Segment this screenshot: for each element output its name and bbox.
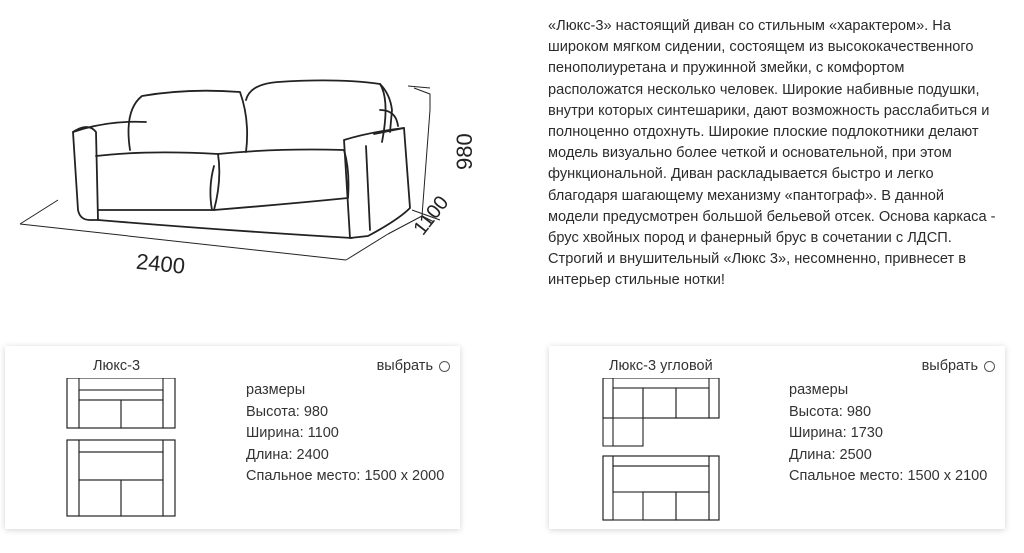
radio-button[interactable] (439, 361, 450, 372)
spec-height: Высота: 980 (246, 403, 329, 420)
option-title: Люкс-3 угловой (609, 358, 713, 374)
sofa-plan-icon (57, 378, 187, 528)
option-card-luks-3-corner (549, 346, 1005, 529)
spec-length: Длина: 2500 (789, 446, 872, 463)
sofa-sketch (18, 70, 508, 280)
spec-sleeping-place: Спальное место: 1500 x 2100 (789, 468, 988, 485)
select-label: выбрать (376, 358, 433, 374)
dimension-height: 980 (452, 133, 477, 170)
select-label: выбрать (921, 358, 978, 374)
dimension-length: 2400 (134, 248, 187, 279)
radio-button[interactable] (984, 361, 995, 372)
select-option-button[interactable] (377, 358, 450, 374)
spec-length: Длина: 2400 (246, 446, 329, 463)
spec-width: Ширина: 1100 (246, 425, 339, 442)
sofa-drawing (18, 70, 508, 280)
select-option-button[interactable] (922, 358, 995, 374)
spec-width: Ширина: 1730 (789, 425, 883, 442)
spec-sleeping-place: Спальное место: 1500 x 2000 (246, 468, 445, 485)
plan-drawings (57, 378, 187, 528)
sizes-heading: размеры (246, 382, 306, 398)
option-card-luks-3 (5, 346, 460, 529)
plan-drawings (601, 378, 731, 528)
spec-height: Высота: 980 (789, 403, 872, 420)
product-description: «Люкс-3» настоящий диван со стильным «характером». На широком мягком сидении, состоящем из высококачественного пенополиуретана и пружинной змейки, с комфортом расположатся несколько человек. Широкие набивные подушки, внутри которых синтешарики, дают возможность расслабиться и полноценно отдохнуть. Широкие плоские подлокотники делают модель визуально более четкой и основательной, при этом функциональной. Диван раскладывается быстро и легко благодаря шагающему механизму «пантограф». В данной модели предусмотрен большой бельевой отсек. Основа каркаса - брус хвойных пород и фанерный брус в сочетании с ЛДСП. Строгий и внушительный «Люкс 3», несомненно, привнесет в интерьер стильные нотки! (548, 18, 996, 289)
option-title: Люкс-3 (93, 358, 141, 374)
specs-list (789, 380, 987, 488)
dimension-depth: 1100 (409, 192, 454, 240)
specs-list (246, 380, 444, 488)
sizes-heading: размеры (789, 382, 849, 398)
corner-sofa-plan-icon (601, 378, 731, 528)
